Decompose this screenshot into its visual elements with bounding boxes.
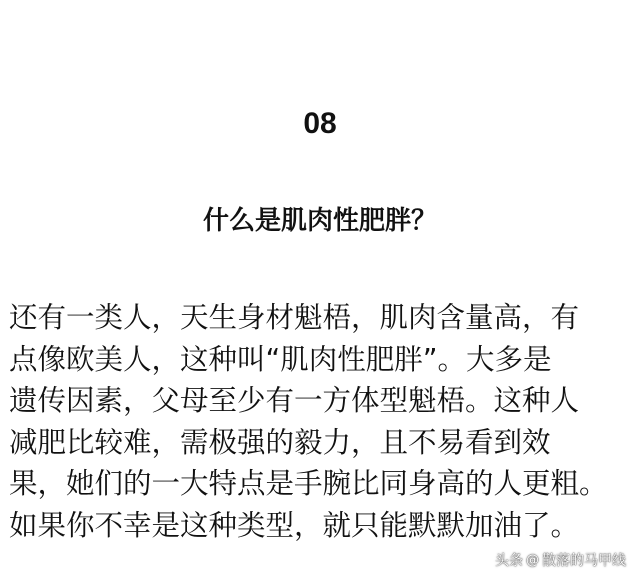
body-line: 点像欧美人，这种叫“肌肉性肥胖”。大多是 [9, 342, 552, 376]
body-line: 还有一类人，天生身材魁梧，肌肉含量高，有 [9, 301, 580, 334]
body-line: 遗传因素，父母至少有一方体型魁梧。这种人 [9, 384, 580, 417]
watermark-at-sign: @ [526, 553, 539, 568]
body-line: 减肥比较难，需极强的毅力，且不易看到效 [9, 425, 551, 459]
body-paragraph [9, 297, 631, 546]
section-title: 什么是肌肉性肥胖？ [202, 206, 437, 236]
watermark-author: 散落的马甲线 [542, 553, 626, 569]
body-line: 果，她们的一大特点是手腕比同身高的人更粗。 [9, 467, 608, 500]
watermark [495, 552, 626, 570]
body-line: 如果你不幸是这种类型，就只能默默加油了。 [9, 508, 580, 542]
section-number: 08 [303, 107, 337, 140]
watermark-source: 头条 [495, 553, 523, 569]
